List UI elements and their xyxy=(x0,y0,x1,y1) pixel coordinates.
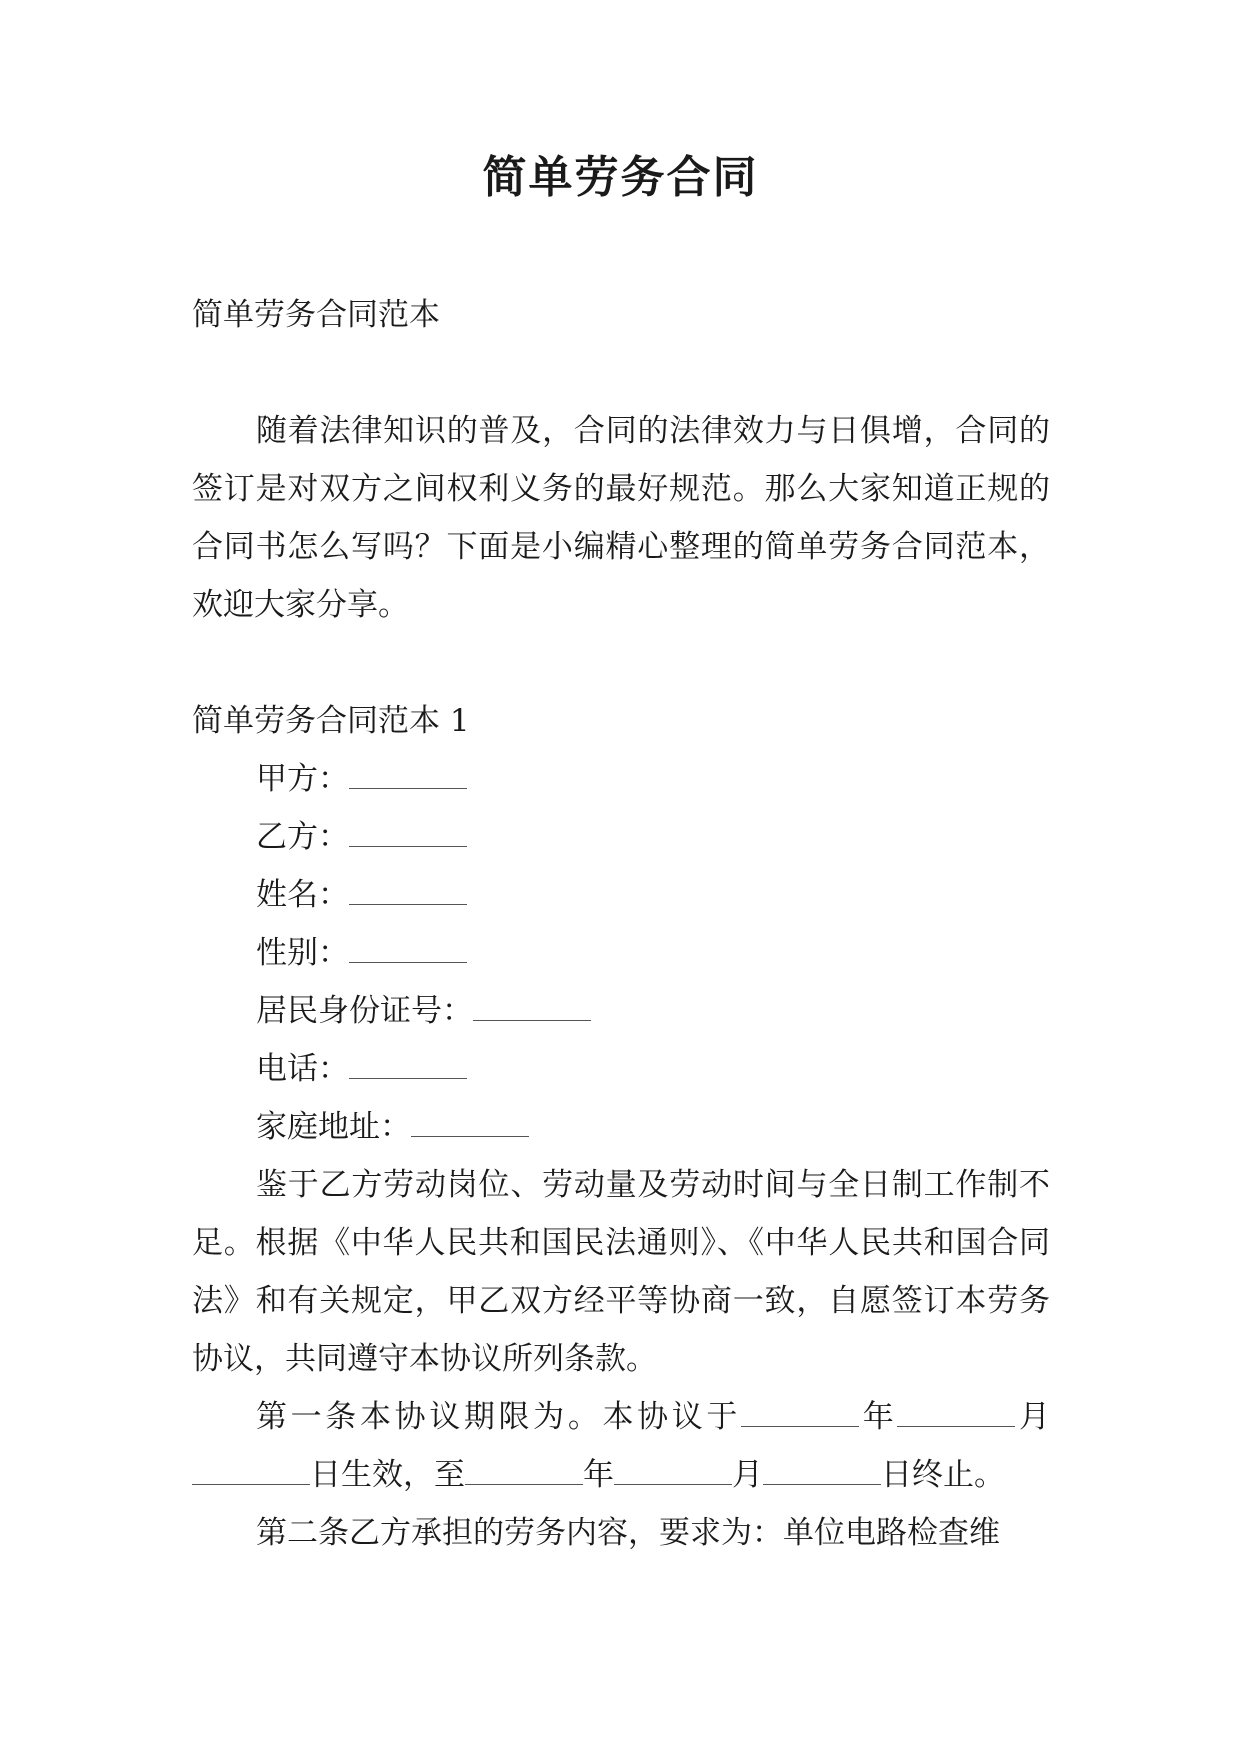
blank-line xyxy=(349,824,467,847)
field-name xyxy=(192,866,1050,924)
blank-line xyxy=(349,1056,467,1079)
field-label: 家庭地址： xyxy=(256,1109,411,1145)
blank-line xyxy=(741,1404,859,1427)
article-1-end-month: 月 xyxy=(732,1457,763,1493)
field-label: 甲方： xyxy=(256,761,349,797)
blank-line xyxy=(192,1462,310,1485)
article-1-text: 第一条本协议期限为。本协议于 xyxy=(256,1399,742,1435)
blank-line xyxy=(411,1114,529,1137)
document-body xyxy=(192,286,1050,1562)
blank-line xyxy=(349,940,467,963)
section-heading: 简单劳务合同范本 1 xyxy=(192,703,470,739)
blank-line xyxy=(349,882,467,905)
field-label: 乙方： xyxy=(256,819,349,855)
field-label: 电话： xyxy=(256,1051,349,1087)
field-party-b xyxy=(192,808,1050,866)
field-address xyxy=(192,1098,1050,1156)
article-1-year: 年 xyxy=(859,1399,898,1435)
field-gender xyxy=(192,924,1050,982)
article-1-end: 日终止。 xyxy=(881,1457,1005,1493)
blank-line xyxy=(763,1462,881,1485)
field-label: 居民身份证号： xyxy=(256,993,473,1029)
blank-line xyxy=(614,1462,732,1485)
article-1-paragraph xyxy=(192,1388,1050,1504)
document-subtitle: 简单劳务合同范本 xyxy=(192,297,440,333)
blank-line xyxy=(465,1462,583,1485)
blank-line xyxy=(897,1404,1015,1427)
intro-paragraph: 随着法律知识的普及，合同的法律效力与日俱增，合同的签订是对双方之间权利义务的最好规范。那么大家知道正规的合同书怎么写吗？下面是小编精心整理的简单劳务合同范本，欢迎大家分享。 xyxy=(192,413,1050,623)
blank-line xyxy=(473,998,591,1021)
field-label: 姓名： xyxy=(256,877,349,913)
document-title: 简单劳务合同 xyxy=(482,152,759,203)
article-1-end-year: 年 xyxy=(583,1457,614,1493)
field-party-a xyxy=(192,750,1050,808)
article-1-effective: 日生效，至 xyxy=(310,1457,465,1493)
blank-line xyxy=(349,766,467,789)
basis-paragraph: 鉴于乙方劳动岗位、劳动量及劳动时间与全日制工作制不足。根据《中华人民共和国民法通则》、《中华人民共和国合同法》和有关规定，甲乙双方经平等协商一致，自愿签订本劳务协议，共同遵守本协议所列条款。 xyxy=(192,1167,1050,1377)
field-id-number xyxy=(192,982,1050,1040)
field-label: 性别： xyxy=(256,935,349,971)
article-1-month: 月 xyxy=(1015,1399,1051,1435)
article-2-paragraph: 第二条乙方承担的劳务内容，要求为：单位电路检查维 xyxy=(256,1515,1000,1551)
field-phone xyxy=(192,1040,1050,1098)
